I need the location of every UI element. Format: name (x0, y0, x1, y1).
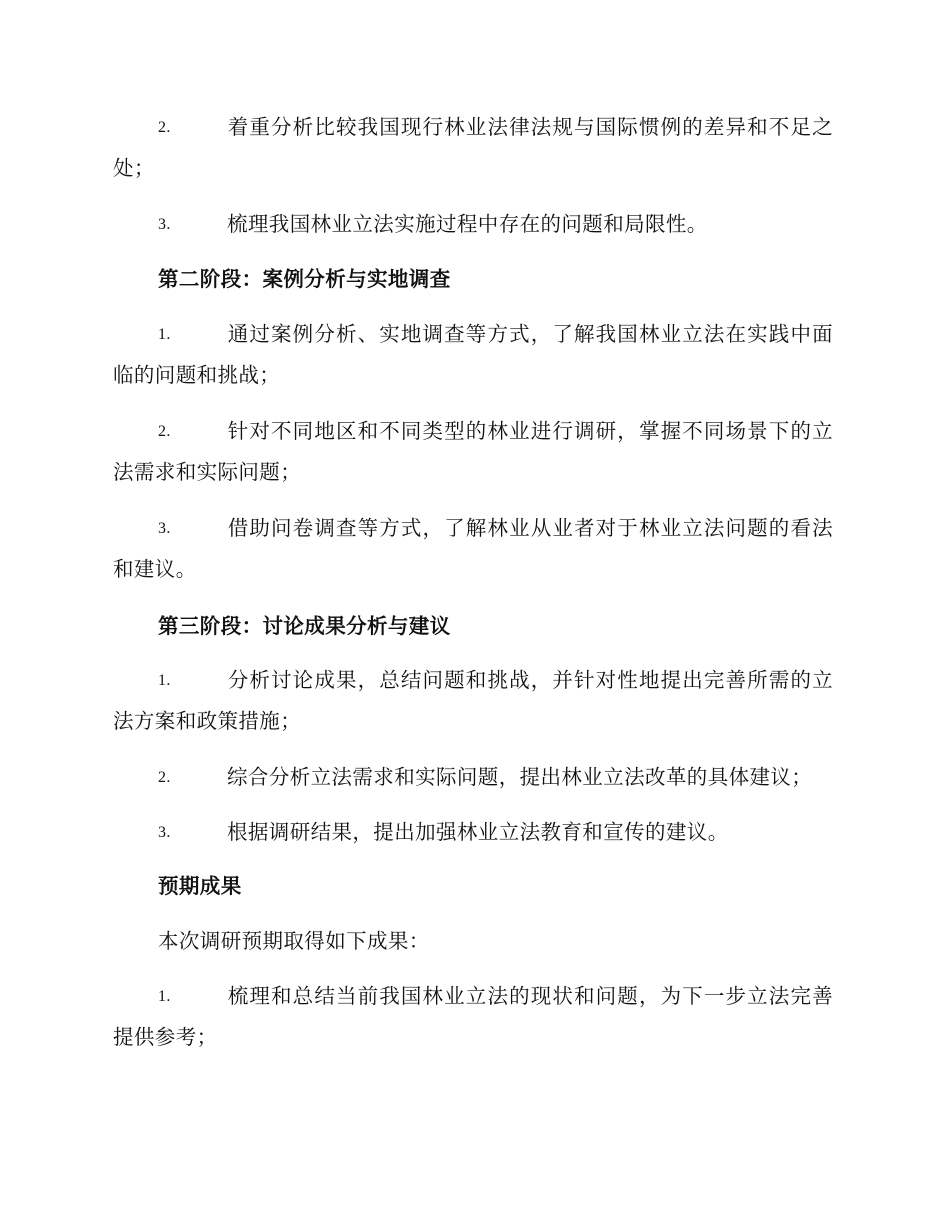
list-number: 2. (158, 769, 171, 786)
list-text: 梳理我国林业立法实施过程中存在的问题和局限性。 (227, 212, 708, 236)
list-number: 3. (158, 520, 171, 537)
list-text: 分析讨论成果，总结问题和挑战，并针对性地提出完善所需的立法方案和政策措施； (113, 668, 833, 733)
list-text: 梳理和总结当前我国林业立法的现状和问题，为下一步立法完善提供参考； (113, 984, 833, 1049)
section-heading: 第二阶段：案例分析与实地调查 (158, 267, 451, 291)
list-item (113, 660, 833, 741)
list-item (113, 508, 833, 589)
list-text: 针对不同地区和不同类型的林业进行调研，掌握不同场景下的立法需求和实际问题； (113, 419, 833, 484)
section-heading: 第三阶段：讨论成果分析与建议 (158, 614, 451, 638)
list-item (113, 976, 833, 1057)
list-number: 3. (158, 216, 171, 233)
list-number: 1. (158, 988, 171, 1005)
list-item (113, 107, 833, 188)
list-number: 1. (158, 672, 171, 689)
list-text: 综合分析立法需求和实际问题，提出林业立法改革的具体建议； (227, 765, 813, 789)
list-number: 2. (158, 423, 171, 440)
section-heading: 预期成果 (158, 874, 242, 898)
list-number: 1. (158, 326, 171, 343)
list-text: 根据调研结果，提出加强林业立法教育和宣传的建议。 (227, 820, 729, 844)
list-number: 2. (158, 119, 171, 136)
list-item (113, 204, 833, 245)
list-item (113, 812, 833, 853)
list-text: 借助问卷调查等方式，了解林业从业者对于林业立法问题的看法和建议。 (113, 516, 833, 581)
list-text: 通过案例分析、实地调查等方式，了解我国林业立法在实践中面临的问题和挑战； (113, 322, 833, 387)
paragraph: 本次调研预期取得如下成果： (158, 929, 430, 953)
list-item (113, 314, 833, 395)
list-item (113, 757, 833, 798)
list-item (113, 411, 833, 492)
list-text: 着重分析比较我国现行林业法律法规与国际惯例的差异和不足之处； (113, 115, 833, 180)
list-number: 3. (158, 824, 171, 841)
